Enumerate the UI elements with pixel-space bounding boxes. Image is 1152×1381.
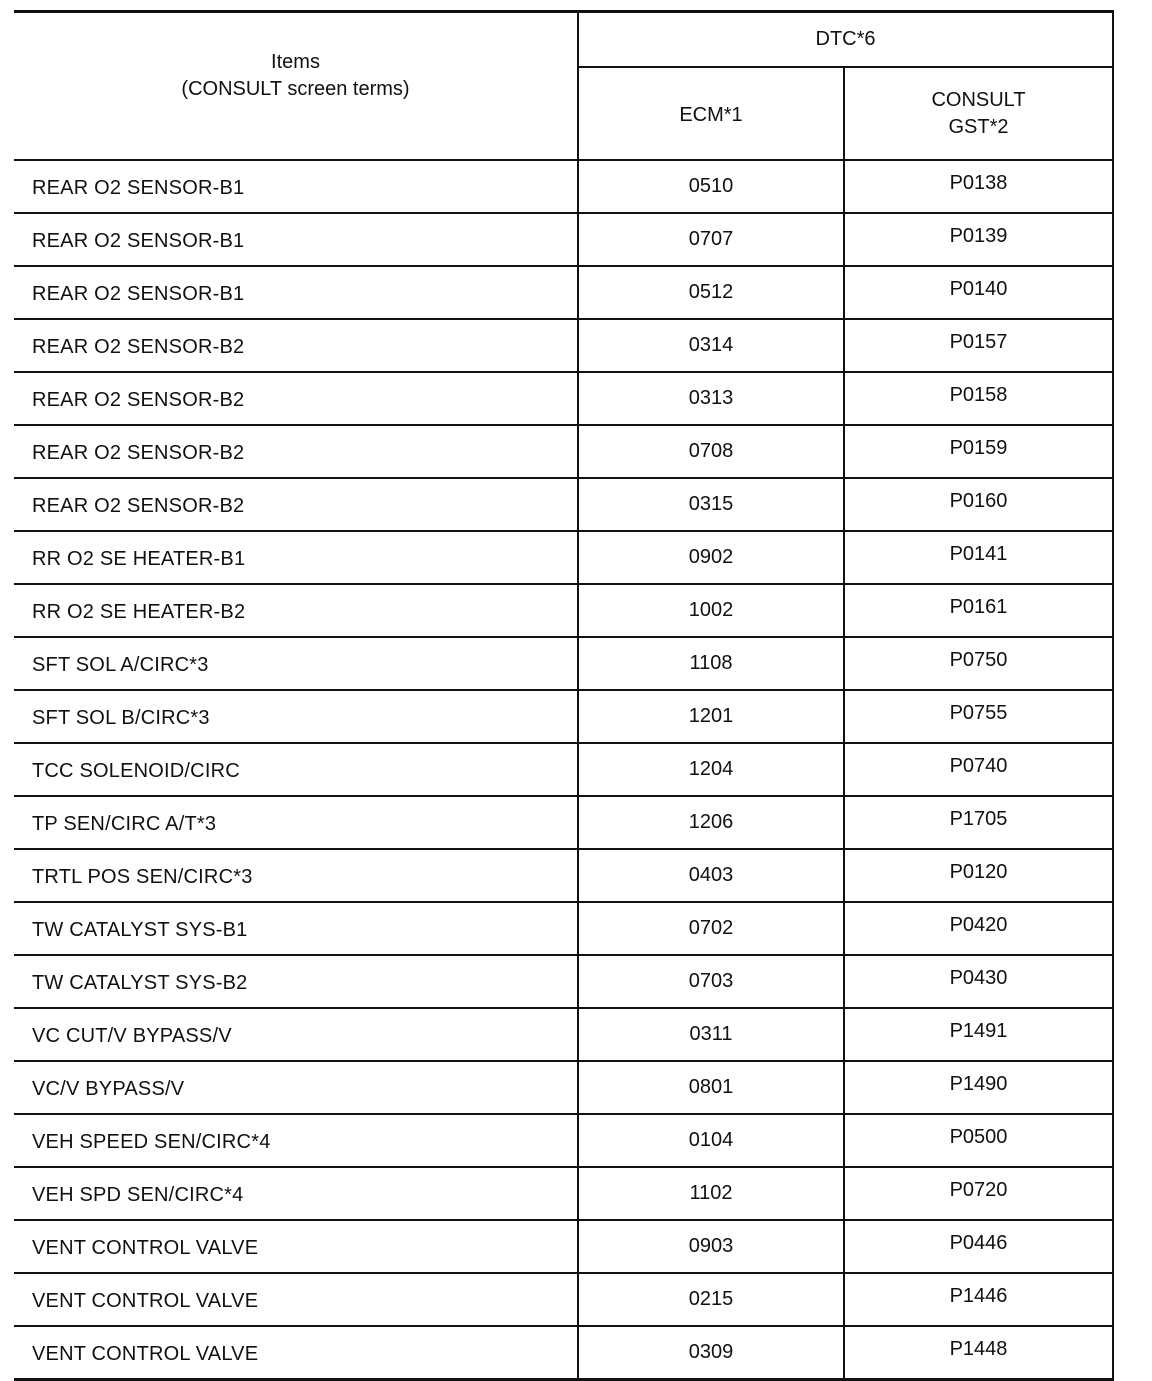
- consult-gst-code-cell: P0140: [844, 266, 1113, 319]
- ecm-code-cell: 0315: [578, 478, 844, 531]
- table-row: [14, 266, 1113, 319]
- ecm-code-cell: 0403: [578, 849, 844, 902]
- table-row: [14, 319, 1113, 372]
- consult-header-line1: CONSULT: [931, 88, 1026, 111]
- header-row-top: [14, 12, 1113, 68]
- table-row: [14, 372, 1113, 425]
- consult-gst-code-cell: P0138: [844, 160, 1113, 213]
- dtc-group-header: DTC*6: [578, 12, 1113, 68]
- item-cell: REAR O2 SENSOR-B1: [14, 266, 578, 319]
- table-row: [14, 1167, 1113, 1220]
- item-cell: SFT SOL B/CIRC*3: [14, 690, 578, 743]
- item-cell: REAR O2 SENSOR-B2: [14, 372, 578, 425]
- item-cell: TP SEN/CIRC A/T*3: [14, 796, 578, 849]
- ecm-code-cell: 0311: [578, 1008, 844, 1061]
- consult-gst-code-cell: P0750: [844, 637, 1113, 690]
- table-body: [14, 160, 1113, 1380]
- table-row: [14, 690, 1113, 743]
- consult-header-line2: GST*2: [948, 115, 1009, 138]
- consult-gst-code-cell: P0141: [844, 531, 1113, 584]
- table-row: [14, 1220, 1113, 1273]
- consult-gst-code-cell: P1705: [844, 796, 1113, 849]
- consult-gst-code-cell: P0158: [844, 372, 1113, 425]
- table-header: [14, 12, 1113, 161]
- item-cell: TRTL POS SEN/CIRC*3: [14, 849, 578, 902]
- ecm-code-cell: 0903: [578, 1220, 844, 1273]
- item-cell: VENT CONTROL VALVE: [14, 1273, 578, 1326]
- item-cell: SFT SOL A/CIRC*3: [14, 637, 578, 690]
- table-row: [14, 478, 1113, 531]
- item-cell: RR O2 SE HEATER-B1: [14, 531, 578, 584]
- table-row: [14, 160, 1113, 213]
- ecm-code-cell: 0702: [578, 902, 844, 955]
- consult-gst-code-cell: P1448: [949, 1338, 1008, 1360]
- consult-gst-code-cell: P0120: [844, 849, 1113, 902]
- table-row: [14, 1326, 1113, 1380]
- consult-gst-code-cell: P1491: [844, 1008, 1113, 1061]
- ecm-code-cell: 0309: [578, 1326, 844, 1380]
- table-row: [14, 796, 1113, 849]
- item-cell: REAR O2 SENSOR-B2: [14, 478, 578, 531]
- consult-gst-code-cell: P1446: [844, 1273, 1113, 1326]
- consult-gst-code-cell: P0755: [844, 690, 1113, 743]
- items-header-subtitle: (CONSULT screen terms): [181, 78, 410, 100]
- table-row: [14, 902, 1113, 955]
- ecm-code-cell: 0512: [578, 266, 844, 319]
- item-cell: VEH SPEED SEN/CIRC*4: [14, 1114, 578, 1167]
- consult-gst-code-cell: P0446: [844, 1220, 1113, 1273]
- ecm-code-cell: 0703: [578, 955, 844, 1008]
- item-cell: VC CUT/V BYPASS/V: [14, 1008, 578, 1061]
- table-row: [14, 584, 1113, 637]
- ecm-code-cell: 1201: [578, 690, 844, 743]
- consult-gst-code-cell: P0159: [844, 425, 1113, 478]
- items-header-title: Items: [271, 51, 320, 73]
- table-row: [14, 213, 1113, 266]
- ecm-code-cell: 0708: [578, 425, 844, 478]
- item-cell: TW CATALYST SYS-B2: [14, 955, 578, 1008]
- ecm-code-cell: 1102: [578, 1167, 844, 1220]
- consult-gst-code-cell: P0740: [844, 743, 1113, 796]
- item-cell: VEH SPD SEN/CIRC*4: [14, 1167, 578, 1220]
- item-cell: REAR O2 SENSOR-B2: [14, 425, 578, 478]
- ecm-code-cell: 0215: [578, 1273, 844, 1326]
- table-row: [14, 849, 1113, 902]
- ecm-code-cell: 0707: [578, 213, 844, 266]
- ecm-code-cell: 0801: [578, 1061, 844, 1114]
- consult-gst-code-cell: P0160: [844, 478, 1113, 531]
- table-row: [14, 425, 1113, 478]
- table-row: [14, 743, 1113, 796]
- items-column-header: [14, 12, 578, 161]
- item-cell: VENT CONTROL VALVE: [14, 1220, 578, 1273]
- table-row: [14, 531, 1113, 584]
- ecm-code-cell: 1204: [578, 743, 844, 796]
- consult-gst-code-cell: P0139: [844, 213, 1113, 266]
- table-row: [14, 1008, 1113, 1061]
- item-cell: REAR O2 SENSOR-B1: [14, 213, 578, 266]
- consult-gst-code-cell: P0430: [844, 955, 1113, 1008]
- table-row: [14, 637, 1113, 690]
- ecm-column-header: ECM*1: [578, 67, 844, 160]
- item-cell: VC/V BYPASS/V: [14, 1061, 578, 1114]
- consult-gst-column-header: [844, 67, 1113, 160]
- item-cell: REAR O2 SENSOR-B2: [14, 319, 578, 372]
- item-cell: TW CATALYST SYS-B1: [14, 902, 578, 955]
- ecm-code-cell: 1206: [578, 796, 844, 849]
- ecm-code-cell: 0510: [578, 160, 844, 213]
- consult-gst-code-cell: P0161: [844, 584, 1113, 637]
- consult-gst-code-cell: P0500: [844, 1114, 1113, 1167]
- item-cell: RR O2 SE HEATER-B2: [14, 584, 578, 637]
- item-cell: TCC SOLENOID/CIRC: [14, 743, 578, 796]
- table-row: [14, 1114, 1113, 1167]
- consult-gst-code-cell: P1490: [844, 1061, 1113, 1114]
- table-row: [14, 1273, 1113, 1326]
- ecm-code-cell: 1108: [578, 637, 844, 690]
- item-cell: VENT CONTROL VALVE: [14, 1326, 578, 1380]
- ecm-code-cell: 0314: [578, 319, 844, 372]
- consult-gst-code-cell: P0420: [844, 902, 1113, 955]
- item-cell: REAR O2 SENSOR-B1: [14, 160, 578, 213]
- dtc-table: [14, 10, 1114, 1381]
- table-row: [14, 955, 1113, 1008]
- ecm-code-cell: 0902: [578, 531, 844, 584]
- ecm-code-cell: 0313: [578, 372, 844, 425]
- consult-gst-code-cell: P0720: [844, 1167, 1113, 1220]
- ecm-code-cell: 0104: [578, 1114, 844, 1167]
- table-row: [14, 1061, 1113, 1114]
- ecm-code-cell: 1002: [578, 584, 844, 637]
- consult-gst-code-cell: P0157: [844, 319, 1113, 372]
